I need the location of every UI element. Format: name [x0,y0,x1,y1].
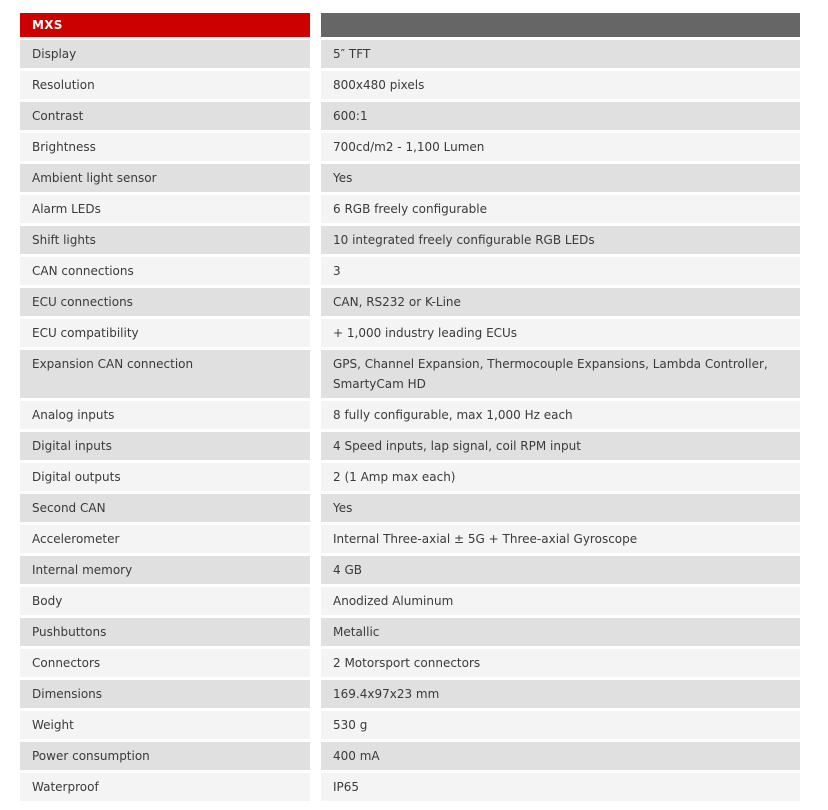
spec-row [20,556,800,584]
spec-row [20,164,800,192]
spec-value-cell: + 1,000 industry leading ECUs [321,319,800,347]
spec-label-cell: ECU connections [20,288,310,316]
spec-value-cell: 2 (1 Amp max each) [321,463,800,491]
spec-table-body [20,40,800,801]
spec-value-cell: 5″ TFT [321,40,800,68]
spec-label-cell: Shift lights [20,226,310,254]
spec-label-cell: Internal memory [20,556,310,584]
spec-label-cell: Second CAN [20,494,310,522]
spec-row [20,432,800,460]
spec-value-cell: 530 g [321,711,800,739]
spec-row [20,463,800,491]
spec-value-cell: 3 [321,257,800,285]
spec-row [20,257,800,285]
spec-label-cell: Connectors [20,649,310,677]
spec-value-cell: GPS, Channel Expansion, Thermocouple Expansions, Lambda Controller, SmartyCam HD [321,350,800,398]
spec-label-cell: Waterproof [20,773,310,801]
spec-row [20,711,800,739]
spec-row [20,587,800,615]
spec-value-cell: 2 Motorsport connectors [321,649,800,677]
spec-value-cell: 400 mA [321,742,800,770]
table-title-cell [20,13,310,37]
spec-label-cell: Alarm LEDs [20,195,310,223]
spec-label-cell: Accelerometer [20,525,310,553]
spec-value-cell: CAN, RS232 or K-Line [321,288,800,316]
spec-row [20,742,800,770]
spec-table [20,13,800,804]
table-header-spacer-cell [321,13,800,37]
spec-row [20,133,800,161]
spec-label-cell: Weight [20,711,310,739]
spec-label-cell: Analog inputs [20,401,310,429]
spec-value-cell: Internal Three-axial ± 5G + Three-axial Gyroscope [321,525,800,553]
spec-label-cell: Display [20,40,310,68]
spec-row [20,525,800,553]
spec-value-cell: Yes [321,494,800,522]
spec-label-cell: Pushbuttons [20,618,310,646]
spec-label-cell: CAN connections [20,257,310,285]
spec-label-cell: Resolution [20,71,310,99]
spec-label-cell: Contrast [20,102,310,130]
spec-label-cell: Expansion CAN connection [20,350,310,398]
spec-value-cell: 4 Speed inputs, lap signal, coil RPM input [321,432,800,460]
spec-value-cell: Anodized Aluminum [321,587,800,615]
spec-label-cell: Digital inputs [20,432,310,460]
spec-row [20,350,800,398]
table-title: MXS [32,18,63,32]
spec-row [20,773,800,801]
spec-label-cell: Dimensions [20,680,310,708]
spec-value-cell: 800x480 pixels [321,71,800,99]
spec-row [20,195,800,223]
spec-value-cell: 600:1 [321,102,800,130]
spec-row [20,401,800,429]
spec-row [20,618,800,646]
spec-value-cell: 169.4x97x23 mm [321,680,800,708]
spec-value-cell: 6 RGB freely configurable [321,195,800,223]
spec-value-cell: Metallic [321,618,800,646]
spec-value-cell: IP65 [321,773,800,801]
spec-value-cell: 8 fully configurable, max 1,000 Hz each [321,401,800,429]
spec-row [20,494,800,522]
spec-row [20,102,800,130]
spec-value-cell: 4 GB [321,556,800,584]
spec-table-header-row [20,13,800,37]
spec-value-cell: 10 integrated freely configurable RGB LEDs [321,226,800,254]
spec-row [20,288,800,316]
spec-row [20,40,800,68]
spec-label-cell: Digital outputs [20,463,310,491]
spec-label-cell: Brightness [20,133,310,161]
spec-value-cell: 700cd/m2 - 1,100 Lumen [321,133,800,161]
spec-label-cell: Ambient light sensor [20,164,310,192]
spec-row [20,680,800,708]
spec-label-cell: Power consumption [20,742,310,770]
spec-label-cell: Body [20,587,310,615]
spec-row [20,649,800,677]
spec-row [20,71,800,99]
spec-label-cell: ECU compatibility [20,319,310,347]
spec-value-cell: Yes [321,164,800,192]
spec-row [20,319,800,347]
spec-row [20,226,800,254]
